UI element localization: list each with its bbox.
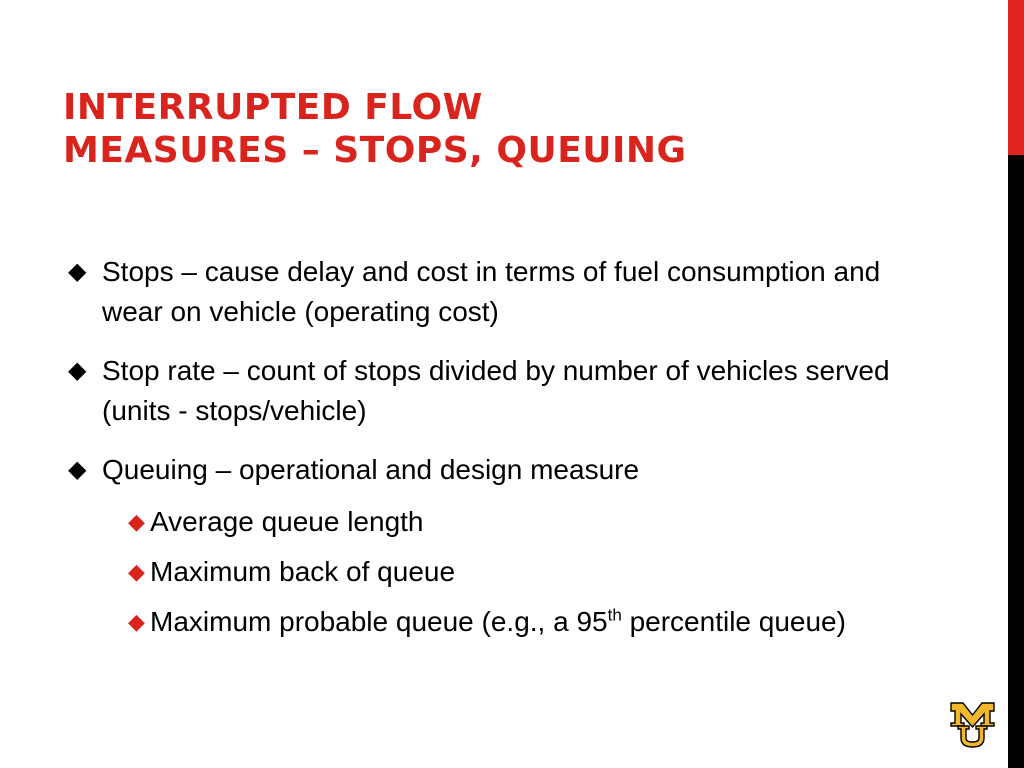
sub-bullet-item [116,552,962,592]
sub-bullet-text-before: Maximum probable queue (e.g., a 95 [150,606,608,637]
sub-bullet-text: Maximum back of queue [150,556,456,587]
slide-title [63,86,963,172]
ordinal-superscript: th [607,605,622,625]
bullet-text: Stops – cause delay and cost in terms of fuel consumption and wear on vehicle (operating cost) [102,256,881,327]
sub-bullet-text [150,606,846,637]
logo-u-shape [958,726,987,747]
diamond-bullet-icon: ◆ [68,258,87,285]
red-diamond-bullet-icon: ◆ [128,509,145,534]
diamond-bullet-icon: ◆ [68,357,87,384]
sub-bullet-item [116,502,962,542]
bullet-item [68,252,948,332]
accent-bar-black [1008,155,1024,768]
bullet-text: Stop rate – count of stops divided by number of vehicles served (units - stops/vehicle) [102,355,890,426]
bullet-item [68,450,948,642]
red-diamond-bullet-icon: ◆ [128,609,145,634]
slide-title-line-1: INTERRUPTED FLOW [63,87,483,128]
diamond-bullet-icon: ◆ [68,456,87,483]
mu-logo-icon [950,702,995,748]
slide-title-line-2: MEASURES – STOPS, QUEUING [63,130,687,171]
sub-bullet-text: Average queue length [150,506,424,537]
logo-m-shape [951,703,994,727]
side-accent-bar [1008,0,1024,768]
sub-bullet-text-after: percentile queue) [621,606,846,637]
bullet-list [68,252,948,661]
accent-bar-red [1008,0,1024,155]
bullet-item [68,351,948,431]
sub-bullet-list [116,502,962,642]
sub-bullet-item [116,602,962,642]
red-diamond-bullet-icon: ◆ [128,559,145,584]
bullet-text: Queuing – operational and design measure [102,454,640,485]
